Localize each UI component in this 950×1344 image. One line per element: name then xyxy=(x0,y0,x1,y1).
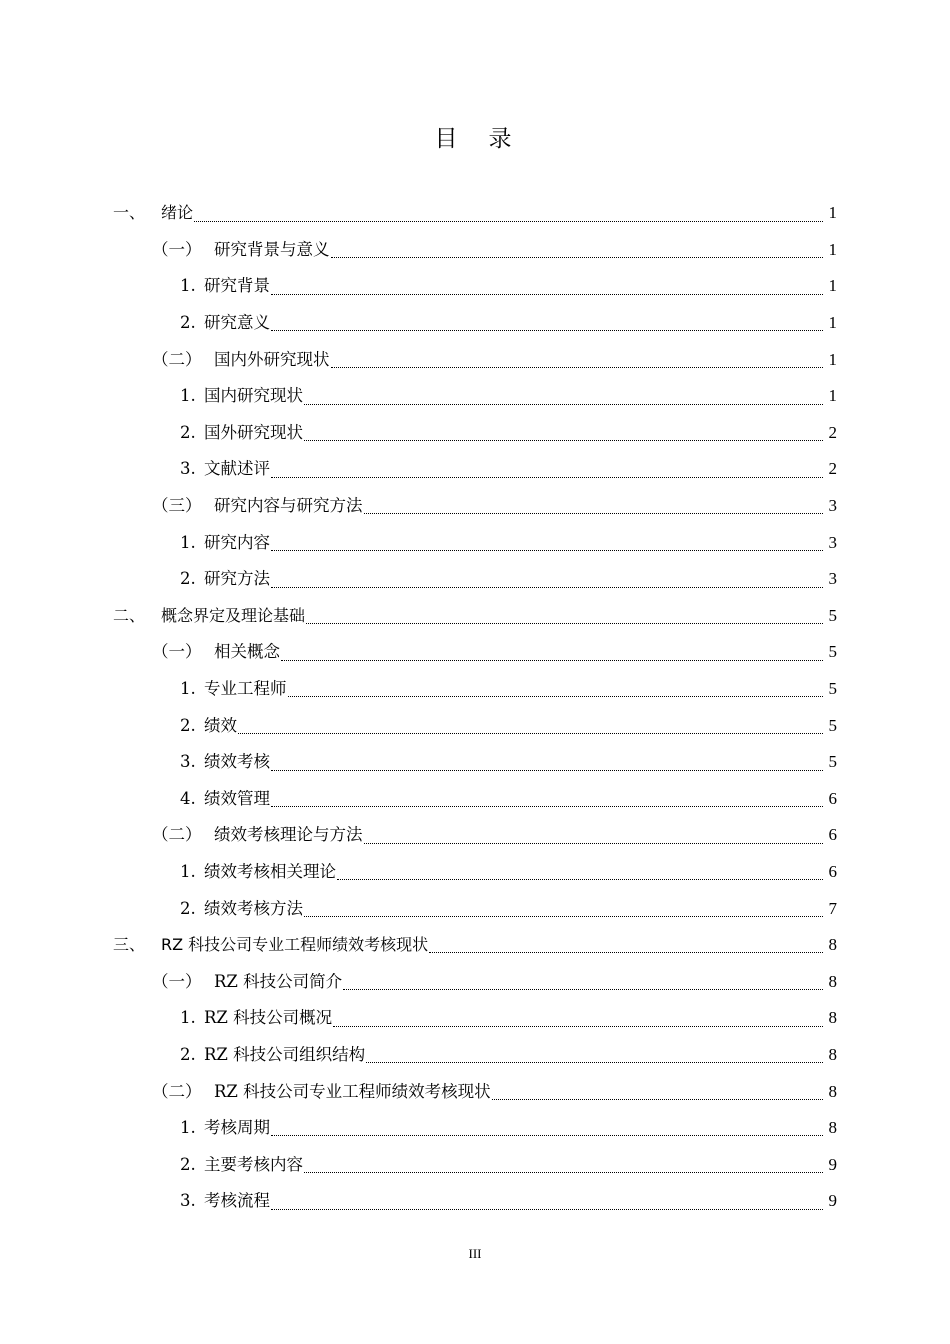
toc-entry-text: 研究背景与意义 xyxy=(214,239,330,259)
toc-entry-text: 专业工程师 xyxy=(204,679,287,699)
toc-entry-text: 绩效管理 xyxy=(204,788,270,808)
toc-entry-page: 1 xyxy=(828,239,837,259)
toc-entry-number: （一） xyxy=(152,642,202,662)
toc-entry-number: （一） xyxy=(152,971,202,991)
toc-entry-number: 2. xyxy=(180,1044,196,1064)
toc-entry-number: 二、 xyxy=(113,605,146,625)
toc-entry-number: 一、 xyxy=(113,203,146,223)
toc-entry-number: 1. xyxy=(180,532,196,552)
toc-entry-page: 8 xyxy=(828,1008,837,1028)
toc-entry-level-3[interactable] xyxy=(0,890,950,927)
toc-entry-level-3[interactable] xyxy=(0,1037,950,1074)
toc-dot-leader xyxy=(271,294,823,295)
toc-title: 目 录 xyxy=(434,126,516,152)
toc-entry-text: 绩效考核相关理论 xyxy=(204,861,336,881)
toc-entry-level-2[interactable] xyxy=(0,341,950,378)
toc-entry-number: 2. xyxy=(180,313,196,333)
toc-entry-text: 绩效 xyxy=(204,715,237,735)
toc-entry-level-3[interactable] xyxy=(0,1183,950,1220)
toc-entry-number: 1. xyxy=(180,679,196,699)
toc-list xyxy=(0,195,950,1220)
toc-entry-page: 7 xyxy=(828,898,837,918)
toc-entry-level-3[interactable] xyxy=(0,415,950,452)
toc-entry-level-3[interactable] xyxy=(0,268,950,305)
toc-dot-leader xyxy=(271,477,823,478)
toc-entry-number: 1. xyxy=(180,861,196,881)
toc-entry-text: 绩效考核 xyxy=(204,752,270,772)
toc-entry-number: （二） xyxy=(152,1081,202,1101)
toc-dot-leader xyxy=(331,257,824,258)
toc-entry-page: 3 xyxy=(828,496,837,516)
toc-entry-text: 绩效考核理论与方法 xyxy=(214,825,363,845)
toc-dot-leader xyxy=(271,1135,823,1136)
toc-entry-number: 1. xyxy=(180,276,196,296)
toc-entry-level-3[interactable] xyxy=(0,378,950,415)
toc-entry-level-3[interactable] xyxy=(0,671,950,708)
toc-entry-level-2[interactable] xyxy=(0,963,950,1000)
toc-entry-page: 5 xyxy=(828,752,837,772)
toc-entry-text: RZ 科技公司专业工程师绩效考核现状 xyxy=(161,935,429,955)
toc-dot-leader xyxy=(304,440,823,441)
toc-entry-level-3[interactable] xyxy=(0,854,950,891)
toc-entry-text: 国内研究现状 xyxy=(204,386,303,406)
toc-entry-text: 研究意义 xyxy=(204,313,270,333)
toc-dot-leader xyxy=(194,221,823,222)
toc-entry-number: （一） xyxy=(152,239,202,259)
toc-entry-page: 9 xyxy=(828,1154,837,1174)
toc-entry-text: RZ 科技公司组织结构 xyxy=(204,1044,366,1064)
toc-entry-page: 8 xyxy=(828,971,837,991)
toc-dot-leader xyxy=(271,1209,823,1210)
toc-dot-leader xyxy=(271,550,823,551)
toc-entry-number: 2. xyxy=(180,715,196,735)
toc-entry-page: 2 xyxy=(828,422,837,442)
toc-entry-level-2[interactable] xyxy=(0,232,950,269)
toc-entry-page: 8 xyxy=(828,1118,837,1138)
toc-entry-page: 5 xyxy=(828,679,837,699)
toc-entry-number: 3. xyxy=(180,459,196,479)
toc-entry-level-2[interactable] xyxy=(0,817,950,854)
toc-dot-leader xyxy=(331,367,824,368)
toc-entry-page: 8 xyxy=(828,1044,837,1064)
toc-entry-level-1[interactable] xyxy=(0,195,950,232)
toc-entry-level-1[interactable] xyxy=(0,927,950,964)
toc-entry-page: 1 xyxy=(828,313,837,333)
toc-entry-text: RZ 科技公司概况 xyxy=(204,1008,333,1028)
toc-entry-page: 8 xyxy=(828,935,837,955)
toc-entry-page: 9 xyxy=(828,1191,837,1211)
toc-entry-number: （二） xyxy=(152,825,202,845)
toc-entry-text: 研究背景 xyxy=(204,276,270,296)
toc-entry-text: 研究方法 xyxy=(204,569,270,589)
toc-entry-level-3[interactable] xyxy=(0,1110,950,1147)
toc-entry-text: 绩效考核方法 xyxy=(204,898,303,918)
toc-dot-leader xyxy=(306,623,823,624)
toc-entry-page: 5 xyxy=(828,642,837,662)
toc-entry-number: 2. xyxy=(180,422,196,442)
toc-entry-text: RZ 科技公司专业工程师绩效考核现状 xyxy=(214,1081,491,1101)
toc-entry-text: 国内外研究现状 xyxy=(214,349,330,369)
toc-entry-text: 主要考核内容 xyxy=(204,1154,303,1174)
toc-entry-text: 概念界定及理论基础 xyxy=(161,605,306,625)
toc-entry-level-3[interactable] xyxy=(0,561,950,598)
toc-entry-page: 5 xyxy=(828,605,837,625)
toc-entry-text: 文献述评 xyxy=(204,459,270,479)
toc-entry-number: 2. xyxy=(180,1154,196,1174)
toc-entry-number: 3. xyxy=(180,752,196,772)
toc-dot-leader xyxy=(271,806,823,807)
toc-entry-level-3[interactable] xyxy=(0,1000,950,1037)
toc-entry-level-3[interactable] xyxy=(0,1146,950,1183)
toc-entry-page: 6 xyxy=(828,825,837,845)
toc-dot-leader xyxy=(271,330,823,331)
toc-dot-leader xyxy=(429,952,823,953)
toc-entry-number: 1. xyxy=(180,1008,196,1028)
toc-entry-page: 1 xyxy=(828,203,837,223)
toc-entry-number: （二） xyxy=(152,349,202,369)
toc-entry-number: 4. xyxy=(180,788,196,808)
toc-entry-number: （三） xyxy=(152,496,202,516)
toc-dot-leader xyxy=(333,1026,823,1027)
toc-entry-page: 6 xyxy=(828,861,837,881)
toc-entry-page: 2 xyxy=(828,459,837,479)
toc-entry-page: 6 xyxy=(828,788,837,808)
toc-dot-leader xyxy=(364,843,824,844)
toc-entry-number: 1. xyxy=(180,386,196,406)
toc-entry-text: 国外研究现状 xyxy=(204,422,303,442)
toc-entry-text: 考核流程 xyxy=(204,1191,270,1211)
toc-entry-page: 3 xyxy=(828,569,837,589)
toc-entry-level-3[interactable] xyxy=(0,744,950,781)
toc-entry-page: 8 xyxy=(828,1081,837,1101)
toc-entry-level-2[interactable] xyxy=(0,1073,950,1110)
toc-dot-leader xyxy=(304,404,823,405)
toc-dot-leader xyxy=(304,1172,823,1173)
toc-dot-leader xyxy=(271,770,823,771)
toc-entry-level-1[interactable] xyxy=(0,598,950,635)
toc-dot-leader xyxy=(288,696,824,697)
toc-entry-text: 研究内容与研究方法 xyxy=(214,496,363,516)
toc-dot-leader xyxy=(281,660,823,661)
toc-entry-page: 3 xyxy=(828,532,837,552)
toc-entry-level-3[interactable] xyxy=(0,707,950,744)
toc-dot-leader xyxy=(364,513,824,514)
toc-entry-text: RZ 科技公司简介 xyxy=(214,971,343,991)
toc-dot-leader xyxy=(337,879,823,880)
toc-entry-number: 3. xyxy=(180,1191,196,1211)
toc-entry-text: 绪论 xyxy=(161,203,194,223)
toc-entry-text: 相关概念 xyxy=(214,642,280,662)
toc-dot-leader xyxy=(366,1062,823,1063)
toc-dot-leader xyxy=(238,733,823,734)
toc-dot-leader xyxy=(492,1099,823,1100)
toc-entry-page: 1 xyxy=(828,386,837,406)
toc-dot-leader xyxy=(343,989,823,990)
toc-entry-page: 1 xyxy=(828,349,837,369)
toc-entry-text: 研究内容 xyxy=(204,532,270,552)
toc-entry-number: 1. xyxy=(180,1118,196,1138)
toc-entry-page: 1 xyxy=(828,276,837,296)
toc-dot-leader xyxy=(304,916,823,917)
toc-entry-level-3[interactable] xyxy=(0,451,950,488)
toc-entry-level-3[interactable] xyxy=(0,524,950,561)
toc-entry-text: 考核周期 xyxy=(204,1118,270,1138)
toc-dot-leader xyxy=(271,587,823,588)
toc-entry-level-3[interactable] xyxy=(0,305,950,342)
toc-entry-number: 三、 xyxy=(113,935,146,955)
toc-entry-level-3[interactable] xyxy=(0,781,950,818)
toc-entry-number: 2. xyxy=(180,898,196,918)
toc-entry-level-2[interactable] xyxy=(0,488,950,525)
toc-entry-number: 2. xyxy=(180,569,196,589)
page-number: III xyxy=(468,1246,482,1261)
toc-entry-page: 5 xyxy=(828,715,837,735)
toc-entry-level-2[interactable] xyxy=(0,634,950,671)
